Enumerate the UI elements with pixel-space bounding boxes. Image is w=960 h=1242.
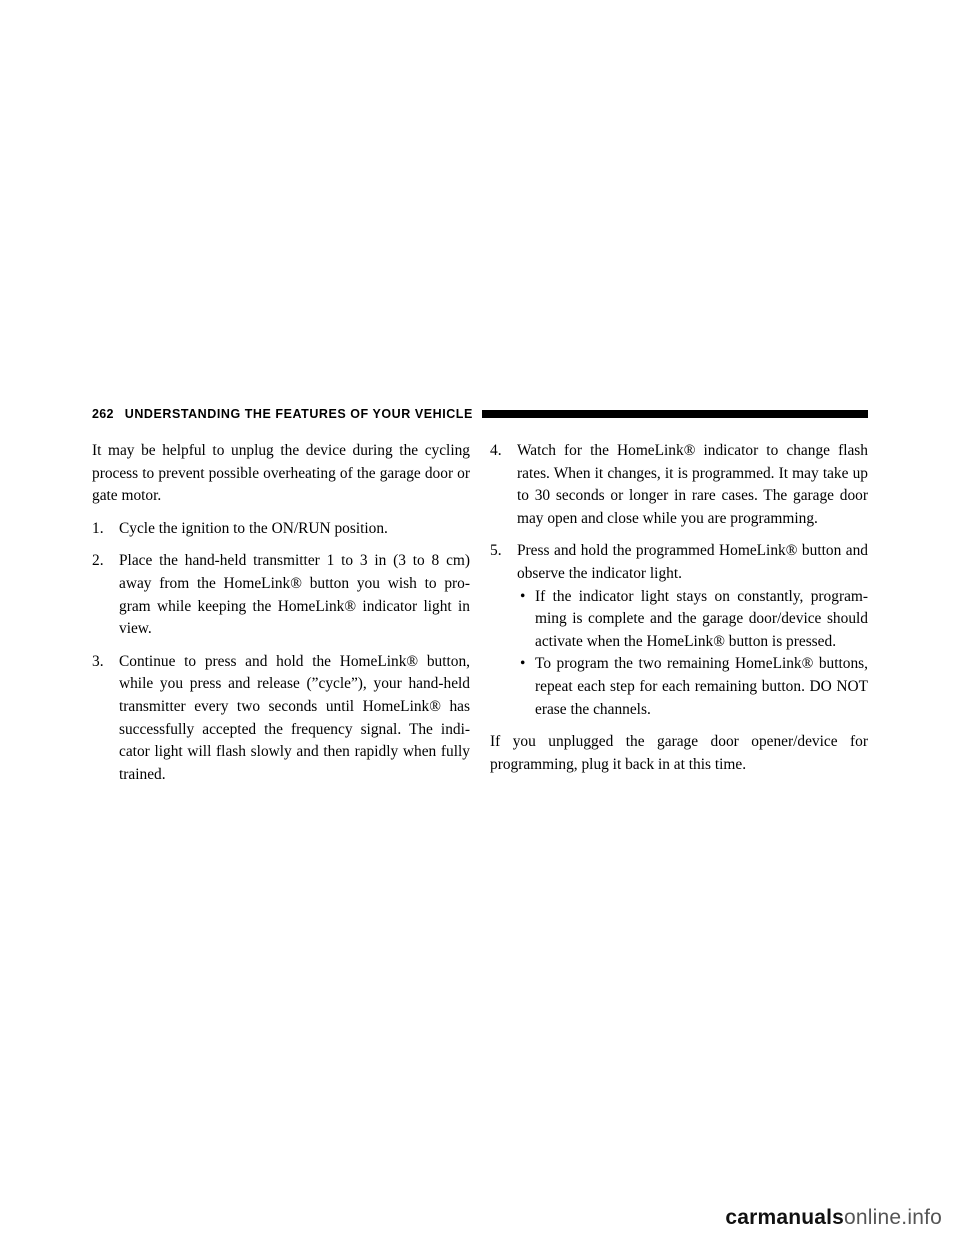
list-item <box>490 440 868 530</box>
header-rule <box>482 410 868 418</box>
list-item <box>520 653 868 721</box>
step-number: 2. <box>92 552 104 570</box>
list-item <box>92 550 470 640</box>
step-text: Place the hand-held transmitter 1 to 3 in (3 to 8 cm) away from the HomeLink® button you wish to pro-gram while keeping the HomeLink® indicator light in view. <box>119 552 470 638</box>
step-text: Continue to press and hold the HomeLink® button, while you press and release (”cycle”), your hand-held transmitter every two seconds until HomeLink® has successfully accepted the frequency signal. The indi-cator light will flash slowly and then rapidly when fully trained. <box>119 652 470 783</box>
closing-paragraph: If you unplugged the garage door opener/device for programming, plug it back in at this time. <box>490 733 868 773</box>
step-text: Watch for the HomeLink® indicator to change flash rates. When it changes, it is programmed. It may take up to 30 seconds or longer in rare cases. The garage door may open and close while you are programming. <box>517 442 868 527</box>
watermark-light: online.info <box>844 1206 942 1229</box>
step-number: 1. <box>92 519 104 537</box>
site-watermark <box>725 1206 942 1230</box>
step-number: 5. <box>490 542 502 560</box>
page-number: 262 <box>92 407 114 421</box>
list-item <box>490 540 868 585</box>
bullet-text: If the indicator light stays on constantly, program-ming is complete and the garage door/device should activate when the HomeLink® button is pressed. <box>535 587 868 650</box>
right-column <box>490 440 868 776</box>
page-title: UNDERSTANDING THE FEATURES OF YOUR VEHICLE <box>124 407 473 421</box>
watermark-bold: carmanuals <box>725 1206 845 1229</box>
list-item <box>92 518 470 541</box>
step-number: 3. <box>92 652 104 670</box>
bullet-icon: • <box>520 587 526 605</box>
left-column <box>92 440 470 796</box>
step-number: 4. <box>490 442 502 459</box>
page-header <box>92 405 868 423</box>
bullet-text: To program the two remaining HomeLink® buttons, repeat each step for each remaining button. DO NOT erase the channels. <box>535 655 868 718</box>
list-item <box>92 651 470 787</box>
bullet-icon: • <box>520 655 526 673</box>
intro-paragraph: It may be helpful to unplug the device during the cycling process to prevent possible overheating of the garage door or gate motor. <box>92 442 470 505</box>
list-item <box>520 586 868 654</box>
step-text: Press and hold the programmed HomeLink® button and observe the indicator light. <box>517 542 868 582</box>
step-text: Cycle the ignition to the ON/RUN position. <box>119 519 388 537</box>
